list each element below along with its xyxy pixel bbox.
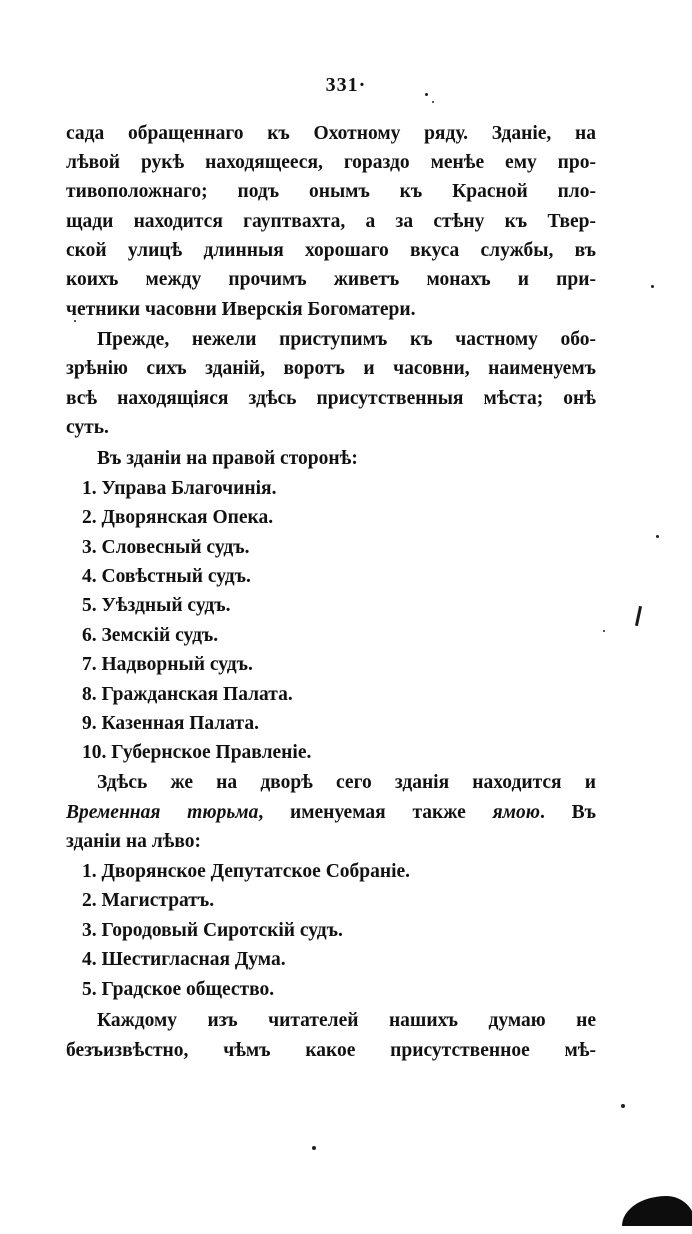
text-line: зданiи на лѣво: [66,831,202,852]
scan-speck [425,93,428,96]
text-line: безъизвѣстно, чѣмъ какое присутственное мѣ- [66,1040,596,1061]
scan-speck [603,630,605,632]
text-line: лѣвой рукѣ находящееся, гораздо менѣе ему про- [66,152,596,173]
list-item: 5. Уѣздный судъ. [82,595,231,616]
list-item: 3. Городовый Сиротскiй судъ. [82,920,343,941]
list-item: 7. Надворный судъ. [82,654,253,675]
text-line: тивоположнаго; подъ онымъ къ Красной пло- [66,181,596,202]
list-heading: Въ зданiи на правой сторонѣ: [97,448,358,469]
text-line: щади находится гауптвахта, а за стѣну къ Твер- [66,211,596,232]
list-item: 1. Дворянское Депутатское Собранiе. [82,861,411,882]
list-item: 2. Магистратъ. [82,890,215,911]
scan-edge-shadow [622,1196,692,1226]
italic-term: Временная тюрьма [66,802,259,823]
text-line: всѣ находящiяся здѣсь присутственныя мѣста; онѣ [66,388,596,409]
list-item: 6. Земскiй судъ. [82,625,219,646]
page-number: 331· [325,74,367,96]
text-line: Каждому изъ читателей нашихъ думаю не [97,1010,596,1031]
scan-speck [74,320,76,322]
scan-speck [621,1104,625,1108]
scan-speck [432,101,434,103]
text-line: ской улицѣ длинныя хорошаго вкуса службы, въ [66,240,596,261]
list-item: 2. Дворянская Опека. [82,507,274,528]
text-line: Прежде, нежели приступимъ къ частному обо- [97,329,596,350]
text-line: зрѣнiю сихъ зданiй, воротъ и часовни, наименуемъ [66,358,596,379]
text-line: коихъ между прочимъ живетъ монахъ и при- [66,269,596,290]
text-line: сада обращеннаго къ Охотному ряду. Зданiе, на [66,123,596,144]
text-line: Здѣсь же на дворѣ сего зданiя находится и [97,772,596,793]
scan-speck [656,535,659,538]
list-item: 5. Градское общество. [82,979,275,1000]
list-item: 8. Гражданская Палата. [82,684,293,705]
list-item: 1. Управа Благочинiя. [82,478,277,499]
list-item: 10. Губернское Правленiе. [82,742,312,763]
text-line: четники часовни Иверскiя Богоматери. [66,299,416,320]
list-item: 4. Шестигласная Дума. [82,949,286,970]
text-line-mixed [66,803,596,823]
list-item: 4. Совѣстный судъ. [82,566,251,587]
scan-mark [635,606,642,626]
scan-speck [651,285,654,288]
text-line: суть. [66,417,109,438]
text-fragment: , именуемая также [258,802,493,823]
scan-speck [312,1146,316,1150]
italic-term: ямою [492,802,540,823]
list-item: 3. Словесный судъ. [82,537,250,558]
text-fragment: . Въ [539,802,596,823]
list-item: 9. Казенная Палата. [82,713,259,734]
